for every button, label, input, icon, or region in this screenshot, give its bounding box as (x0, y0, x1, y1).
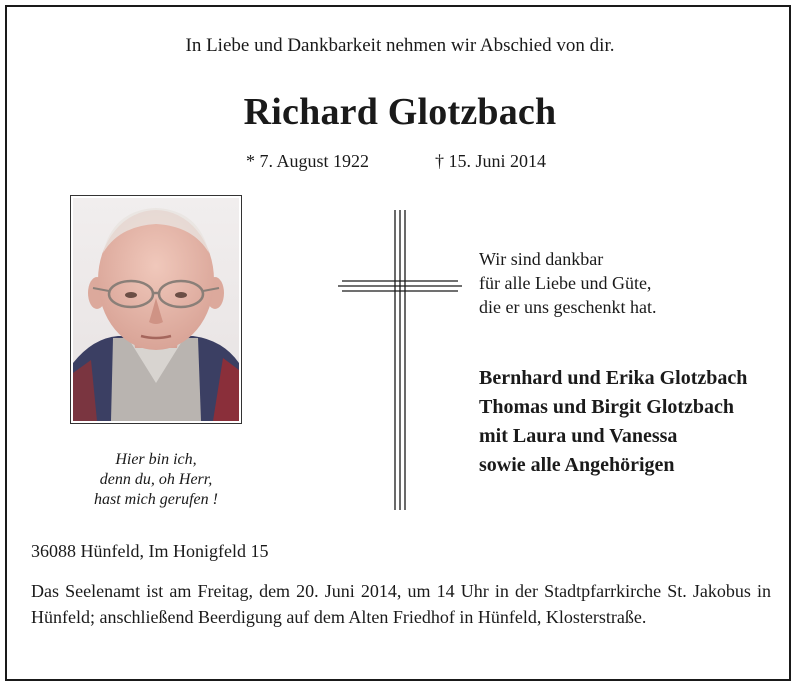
quote-line: denn du, oh Herr, (99, 471, 213, 488)
quote-line: Hier bin ich, (115, 451, 197, 468)
thanks-line: Wir sind dankbar (479, 249, 604, 269)
family-address: 36088 Hünfeld, Im Honigfeld 15 (31, 541, 269, 561)
intro-line: In Liebe und Dankbarkeit nehmen wir Abschied von dir. (185, 35, 615, 56)
thanks-verse (479, 247, 656, 319)
mourner-line: Thomas und Birgit Glotzbach (479, 396, 735, 418)
thanks-line: die er uns geschenkt hat. (479, 297, 657, 317)
thanks-line: für alle Liebe und Güte, (479, 273, 652, 293)
portrait-image (73, 198, 239, 421)
mourner-line: Bernhard und Erika Glotzbach (479, 367, 748, 389)
funeral-details: Das Seelenamt ist am Freitag, dem 20. Juni 2014, um 14 Uhr in der Stadtpfarrkirche St. Jakobus in Hünfeld; anschließend Beerdigung auf dem Alten Friedhof in Hünfeld, Klosterstraße. (31, 581, 771, 627)
deceased-name: Richard Glotzbach (243, 91, 557, 133)
quote-line: hast mich gerufen ! (94, 491, 218, 508)
birth-date: * 7. August 1922 (246, 151, 370, 171)
quote-verse (70, 450, 242, 510)
mourner-line: mit Laura und Vanessa (479, 425, 678, 447)
mourners-list (479, 364, 747, 480)
portrait-photo (70, 195, 242, 424)
death-date: † 15. Juni 2014 (435, 151, 547, 171)
cross-icon (338, 210, 462, 510)
mourner-line: sowie alle Angehörigen (479, 454, 675, 476)
